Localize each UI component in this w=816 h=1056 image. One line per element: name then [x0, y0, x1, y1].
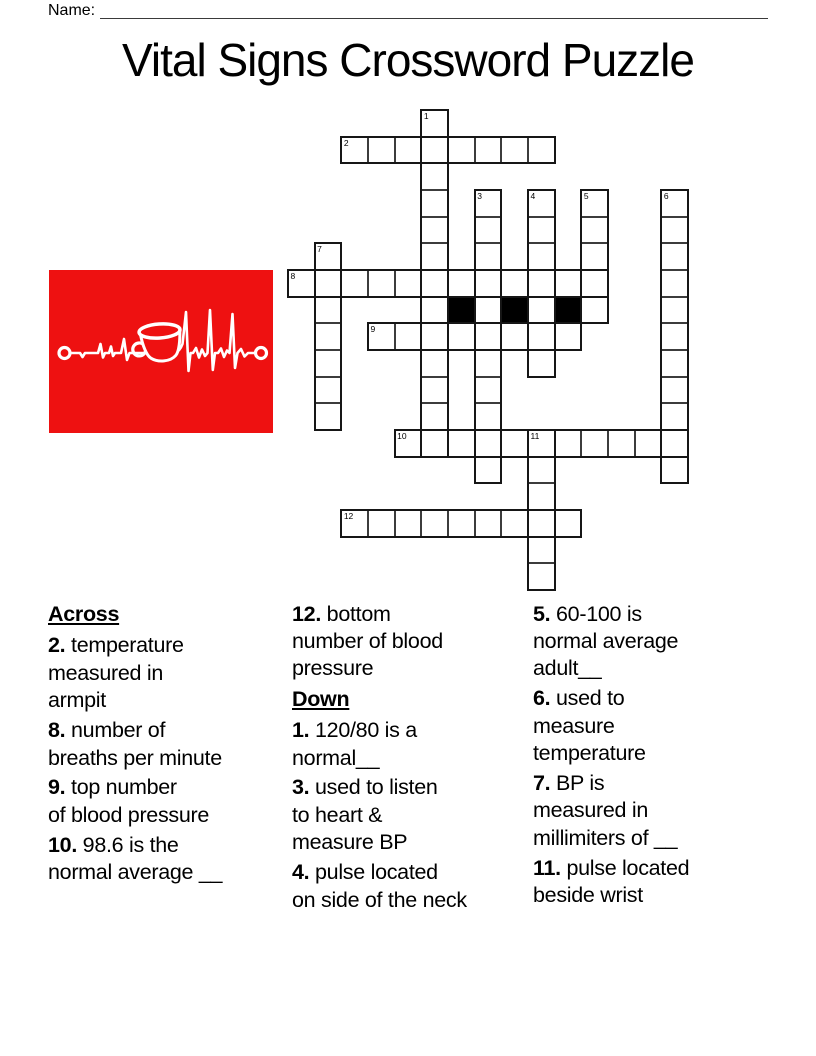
clue-11 [533, 855, 783, 910]
grid-cell-1-5[interactable] [421, 137, 448, 164]
grid-cell-10-1[interactable] [315, 377, 342, 404]
clue-number: 3. [292, 775, 310, 800]
grid-cell-5-11[interactable] [581, 243, 608, 270]
grid-cell-12-14[interactable] [661, 430, 688, 457]
crossword-grid [288, 110, 689, 591]
clue-line: millimiters of __ [533, 825, 678, 850]
grid-cell-15-7[interactable] [475, 510, 502, 537]
grid-cell-8-7[interactable] [475, 323, 502, 350]
clue-2 [48, 632, 288, 714]
grid-cell-2-5[interactable] [421, 163, 448, 190]
grid-cell-7-5[interactable] [421, 297, 448, 324]
clue-line: of blood pressure [48, 802, 210, 827]
clue-number: 2. [48, 633, 66, 658]
heartbeat-image [49, 270, 273, 433]
clue-number: 10. [48, 832, 77, 857]
clue-12 [292, 601, 532, 683]
cell-number-3: 3 [477, 191, 482, 201]
clue-line: beside wrist [533, 883, 643, 908]
clues-column-2 [292, 598, 532, 914]
clue-number: 4. [292, 860, 310, 885]
grid-cell-6-9[interactable] [528, 270, 555, 297]
clue-line: measure BP [292, 830, 408, 855]
clue-line: temperature [533, 741, 646, 766]
clue-line: 1. 120/80 is a [292, 718, 417, 743]
grid-cell-4-11[interactable] [581, 217, 608, 244]
grid-cell-15-10[interactable] [555, 510, 582, 537]
grid-cell-1-6[interactable] [448, 137, 475, 164]
clue-line: normal average __ [48, 860, 223, 885]
name-label: Name: [48, 2, 96, 19]
clue-line: 2. temperature [48, 633, 184, 658]
grid-cell-5-5[interactable] [421, 243, 448, 270]
cell-number-6: 6 [663, 191, 669, 201]
clues-column-3 [533, 598, 783, 909]
clue-7 [533, 770, 783, 852]
clue-6 [533, 685, 783, 767]
grid-cell-8-9[interactable] [528, 323, 555, 350]
grid-cell-4-9[interactable] [528, 217, 555, 244]
grid-cell-6-2[interactable] [341, 270, 368, 297]
clue-line: 12. bottom [292, 601, 391, 626]
grid-cell-5-9[interactable] [528, 243, 555, 270]
clue-line: number of blood [292, 628, 443, 653]
grid-cell-6-5[interactable] [421, 270, 448, 297]
clue-line: 6. used to [533, 686, 625, 711]
grid-cell-5-14[interactable] [661, 243, 688, 270]
clue-line: 8. number of [48, 718, 166, 743]
grid-cell-10-5[interactable] [421, 377, 448, 404]
grid-cell-15-8[interactable] [501, 510, 528, 537]
grid-cell-15-9[interactable] [528, 510, 555, 537]
name-input-line[interactable] [100, 2, 768, 19]
grid-cell-15-4[interactable] [395, 510, 422, 537]
grid-cell-1-4[interactable] [395, 137, 422, 164]
grid-cell-1-3[interactable] [368, 137, 395, 164]
clue-line: 7. BP is [533, 770, 605, 795]
clue-number: 12. [292, 601, 321, 626]
grid-cell-11-1[interactable] [315, 403, 342, 430]
grid-cell-12-10[interactable] [555, 430, 582, 457]
cell-number-12: 12 [343, 511, 354, 522]
grid-cell-6-3[interactable] [368, 270, 395, 297]
clue-8 [48, 717, 288, 772]
grid-cell-15-5[interactable] [421, 510, 448, 537]
grid-cell-6-1[interactable] [315, 270, 342, 297]
grid-cell-15-3[interactable] [368, 510, 395, 537]
clues-across-header: Across [48, 602, 120, 626]
cell-number-5: 5 [583, 191, 589, 201]
grid-cell-11-14[interactable] [661, 403, 688, 430]
page-title: Vital Signs Crossword Puzzle [122, 34, 694, 86]
cell-number-11: 11 [530, 431, 540, 442]
grid-cell-4-14[interactable] [661, 217, 688, 244]
grid-cell-1-8[interactable] [501, 137, 528, 164]
grid-cell-11-7[interactable] [475, 403, 502, 430]
grid-cell-9-9[interactable] [528, 350, 555, 377]
grid-cell-7-7[interactable] [475, 297, 502, 324]
grid-cell-6-4[interactable] [395, 270, 422, 297]
grid-cell-17-9[interactable] [528, 563, 555, 590]
clue-line: pressure [292, 656, 374, 681]
clue-line: 11. pulse located [533, 855, 690, 880]
clue-line: 5. 60-100 is [533, 601, 642, 626]
grid-cell-13-9[interactable] [528, 457, 555, 484]
clue-line: normal average [533, 628, 679, 653]
clue-9 [48, 774, 288, 829]
grid-cell-9-14[interactable] [661, 350, 688, 377]
grid-cell-12-12[interactable] [608, 430, 635, 457]
clue-line: armpit [48, 688, 106, 713]
clue-number: 7. [533, 770, 551, 795]
clue-line: 3. used to listen [292, 775, 438, 800]
grid-cell-12-5[interactable] [421, 430, 448, 457]
clue-10 [48, 832, 288, 887]
grid-cell-6-8[interactable] [501, 270, 528, 297]
black-cell-7-10 [555, 297, 582, 324]
grid-cell-7-14[interactable] [661, 297, 688, 324]
clue-line: 10. 98.6 is the [48, 832, 179, 857]
clue-number: 8. [48, 718, 66, 743]
grid-cell-10-7[interactable] [475, 377, 502, 404]
grid-cell-14-9[interactable] [528, 483, 555, 510]
grid-cell-12-8[interactable] [501, 430, 528, 457]
grid-cell-12-13[interactable] [635, 430, 662, 457]
clue-4 [292, 859, 532, 914]
grid-cell-13-7[interactable] [475, 457, 502, 484]
clue-number: 6. [533, 686, 551, 711]
cell-number-9: 9 [370, 324, 376, 335]
grid-cell-5-7[interactable] [475, 243, 502, 270]
ekg-heartbeat-coffee-cup-icon [49, 270, 273, 433]
clue-1 [292, 717, 532, 772]
clues-column-1 [48, 598, 288, 887]
grid-cell-8-1[interactable] [315, 323, 342, 350]
grid-cell-13-14[interactable] [661, 457, 688, 484]
grid-cell-12-11[interactable] [581, 430, 608, 457]
clue-3 [292, 774, 532, 856]
clue-number: 5. [533, 601, 551, 626]
clue-line: measured in [48, 660, 164, 685]
grid-cell-6-6[interactable] [448, 270, 475, 297]
clue-line: adult__ [533, 656, 602, 681]
cell-number-7: 7 [317, 244, 322, 255]
clue-number: 11. [533, 855, 561, 880]
clues-down-header: Down [292, 686, 350, 711]
clue-line: 4. pulse located [292, 860, 438, 885]
grid-cell-8-4[interactable] [395, 323, 422, 350]
grid-cell-8-14[interactable] [661, 323, 688, 350]
cell-number-8: 8 [290, 271, 296, 282]
grid-cell-8-5[interactable] [421, 323, 448, 350]
grid-cell-7-1[interactable] [315, 297, 342, 324]
grid-cell-6-14[interactable] [661, 270, 688, 297]
clue-line: measure [533, 713, 615, 738]
grid-cell-1-7[interactable] [475, 137, 502, 164]
grid-cell-9-1[interactable] [315, 350, 342, 377]
grid-cell-9-7[interactable] [475, 350, 502, 377]
grid-cell-12-7[interactable] [475, 430, 502, 457]
clue-5 [533, 601, 783, 683]
grid-cell-3-5[interactable] [421, 190, 448, 217]
cell-number-4: 4 [530, 191, 536, 201]
clue-line: to heart & [292, 802, 383, 827]
clue-number: 1. [292, 718, 310, 743]
grid-cell-6-10[interactable] [555, 270, 582, 297]
grid-cell-6-7[interactable] [475, 270, 502, 297]
grid-cell-8-10[interactable] [555, 323, 582, 350]
grid-cell-9-5[interactable] [421, 350, 448, 377]
black-cell-7-8 [501, 297, 528, 324]
grid-cell-11-5[interactable] [421, 403, 448, 430]
grid-cell-10-14[interactable] [661, 377, 688, 404]
grid-cell-7-11[interactable] [581, 297, 608, 324]
clue-line: on side of the neck [292, 887, 467, 912]
cell-number-1: 1 [423, 111, 429, 121]
clue-line: 9. top number [48, 775, 177, 800]
grid-cell-1-9[interactable] [528, 137, 555, 164]
grid-cell-8-6[interactable] [448, 323, 475, 350]
clue-line: measured in [533, 798, 649, 823]
black-cell-7-6 [448, 297, 475, 324]
grid-cell-7-9[interactable] [528, 297, 555, 324]
clue-number: 9. [48, 775, 66, 800]
clue-line: breaths per minute [48, 745, 222, 770]
grid-cell-15-6[interactable] [448, 510, 475, 537]
grid-cell-12-6[interactable] [448, 430, 475, 457]
cell-number-10: 10 [397, 431, 407, 442]
cell-number-2: 2 [343, 137, 349, 148]
grid-cell-4-5[interactable] [421, 217, 448, 244]
clue-line: normal__ [292, 745, 380, 770]
grid-cell-4-7[interactable] [475, 217, 502, 244]
grid-cell-6-11[interactable] [581, 270, 608, 297]
grid-cell-16-9[interactable] [528, 537, 555, 564]
grid-cell-8-8[interactable] [501, 323, 528, 350]
